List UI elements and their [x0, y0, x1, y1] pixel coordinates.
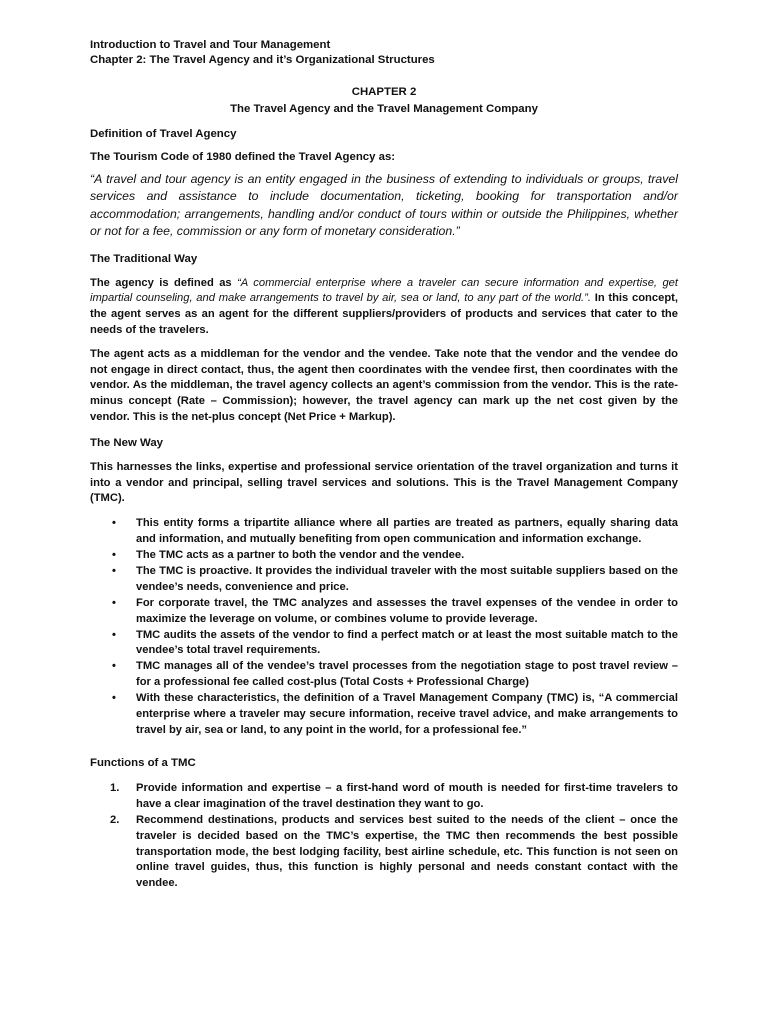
traditional-paragraph-1	[90, 276, 678, 339]
list-item: • With these characteristics, the definition of a Travel Management Company (TMC) is, “A commercial enterprise where a traveler may secure information, receive travel advice, and make arrangements to travel by air, sea or land, to any point in the world, for a professional fee.”	[112, 692, 678, 736]
functions-list	[90, 781, 678, 892]
bullet-icon: •	[112, 660, 116, 673]
traditional-paragraph-2: The agent acts as a middleman for the vendor and the vendee. Take note that the vendor and the vendee do not engage in direct contact, thus, the agent then coordinates with the vendee first, then coordinates with the vendor. As the middleman, the travel agency collects an agent’s commission from the vendor. This is the rate-minus concept (Rate – Commission); however, the travel agency can mark up the net cost given by the vendor. This is the net-plus concept (Net Price + Markup).	[90, 347, 678, 423]
traditional-rest: In this concept, the agent serves as an agent for the different suppliers/providers of products and services that cater to the needs of the travelers.	[90, 292, 678, 337]
list-item: • TMC manages all of the vendee’s travel processes from the negotiation stage to post travel review – for a professional fee called cost-plus (Total Costs + Professional Charge)	[112, 660, 678, 689]
new-way-intro: This harnesses the links, expertise and professional service orientation of the travel organization and turns it into a vendor and principal, selling travel services and solutions. This is the Travel Management Company (TMC).	[90, 460, 678, 505]
new-way-heading: The New Way	[90, 436, 163, 449]
definition-intro: The Tourism Code of 1980 defined the Travel Agency as:	[90, 151, 396, 163]
item-number: 2.	[110, 813, 120, 826]
bullet-icon: •	[112, 564, 116, 577]
bullet-icon: •	[112, 517, 116, 530]
bullet-icon: •	[112, 628, 116, 641]
bullet-icon: •	[112, 549, 116, 561]
list-item: 2. Recommend destinations, products and services best suited to the needs of the client – once the traveler is decided based on the TMC’s expertise, the TMC then recommends the best possible transportation mode, the best lodging facility, best airline schedule, etc. This function is not seen on online travel guides, thus, this function is highly personal and needs constant contact with the vendee.	[110, 813, 678, 890]
definition-quote: “A travel and tour agency is an entity engaged in the business of extending to individuals or groups, travel services and assistance to include documentation, ticketing, booking for transportation and/or accommodation; arrangements, handling and/or conduct of tours within or outside the Philippines, whether or not for a fee, commission or any form of monetary consideration.”	[90, 172, 678, 239]
traditional-heading: The Traditional Way	[90, 252, 198, 265]
header-chapter-title: Chapter 2: The Travel Agency and it’s Organizational Structures	[90, 53, 435, 66]
chapter-title: The Travel Agency and the Travel Management Company	[230, 103, 538, 115]
list-item: • TMC audits the assets of the vendor to find a perfect match or at least the most suitable match to the vendee’s total travel requirements.	[112, 628, 678, 657]
running-header	[90, 38, 678, 67]
tmc-characteristics-list	[90, 516, 678, 739]
list-item: • This entity forms a tripartite alliance where all parties are treated as partners, equally sharing data and information, and mutually benefiting from open communication and information exchange.	[112, 517, 678, 546]
list-item: • The TMC is proactive. It provides the individual traveler with the most suitable suppliers based on the vendee’s needs, convenience and price.	[112, 564, 678, 593]
definition-heading: Definition of Travel Agency	[90, 128, 237, 140]
header-course-title: Introduction to Travel and Tour Management	[90, 39, 331, 51]
bullet-icon: •	[112, 692, 116, 705]
list-item: • The TMC acts as a partner to both the vendor and the vendee.	[90, 548, 678, 564]
item-number: 1.	[110, 781, 120, 794]
chapter-heading	[90, 84, 678, 117]
chapter-label: CHAPTER 2	[351, 86, 417, 98]
list-item: 1. Provide information and expertise – a first-hand word of mouth is needed for first-time travelers to have a clear imagination of the travel destination they want to go.	[110, 781, 678, 810]
list-item: • For corporate travel, the TMC analyzes and assesses the travel expenses of the vendee in order to maximize the leverage on volume, or combines volume to provide leverage.	[112, 596, 678, 625]
traditional-quote: “A commercial enterprise where a traveler can secure information and expertise, get impartial counseling, and make arrangements to travel by air, sea or land, to any part of the world.”.	[90, 276, 679, 305]
bullet-icon: •	[112, 596, 116, 609]
traditional-lead: The agency is defined as	[90, 276, 238, 289]
functions-heading: Functions of a TMC	[90, 756, 196, 769]
